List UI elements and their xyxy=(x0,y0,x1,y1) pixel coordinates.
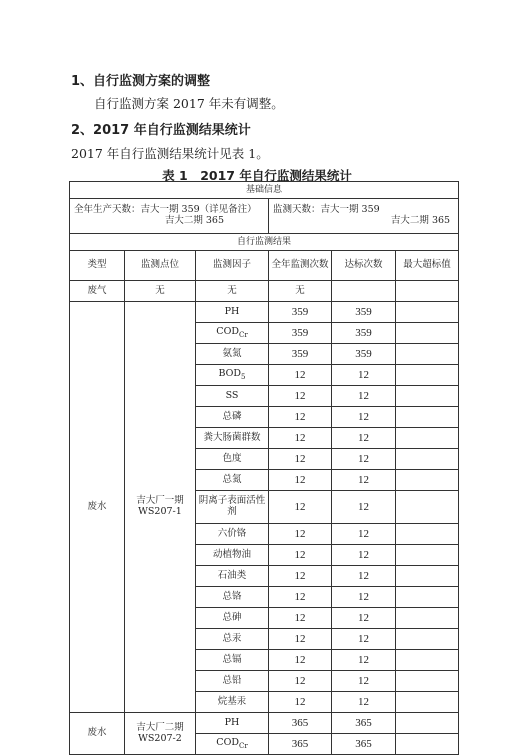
monitoring-days-cell xyxy=(269,199,459,234)
max-cell xyxy=(396,692,459,713)
production-days-line1: 全年生产天数：吉大一期 359（详见备注） xyxy=(74,204,257,216)
count-cell: 12 xyxy=(269,650,332,671)
count-cell: 12 xyxy=(269,608,332,629)
max-cell xyxy=(396,566,459,587)
count-cell: 12 xyxy=(269,671,332,692)
max-cell xyxy=(396,671,459,692)
max-cell xyxy=(396,407,459,428)
factor-cell: 总氮 xyxy=(196,470,269,491)
factor-cell: $COD_{Cr}$ xyxy=(196,323,269,344)
pass-cell: 12 xyxy=(332,491,396,524)
factor-cell: 烷基汞 xyxy=(196,692,269,713)
count-cell: 365 xyxy=(269,713,332,734)
factor-cell: 总镉 xyxy=(196,650,269,671)
water2-point: 吉大厂二期 WS207-2 xyxy=(125,713,196,755)
section-paragraph-2: 2017 年自行监测结果统计见表 1。 xyxy=(71,146,269,161)
pass-cell: 12 xyxy=(332,365,396,386)
max-cell xyxy=(396,302,459,323)
pass-cell: 12 xyxy=(332,566,396,587)
table-caption: 表 1 2017 年自行监测结果统计 xyxy=(162,168,352,183)
factor-cell: 粪大肠菌群数 xyxy=(196,428,269,449)
factor-cell: 色度 xyxy=(196,449,269,470)
pass-cell: 12 xyxy=(332,650,396,671)
count-cell: 12 xyxy=(269,365,332,386)
gas-point: 无 xyxy=(125,281,196,302)
gas-type: 废气 xyxy=(70,281,125,302)
factor-cell: 总砷 xyxy=(196,608,269,629)
section-heading-1: 1、自行监测方案的调整 xyxy=(71,74,211,89)
count-cell: 12 xyxy=(269,545,332,566)
max-cell xyxy=(396,428,459,449)
pass-cell: 365 xyxy=(332,713,396,734)
count-cell: 12 xyxy=(269,524,332,545)
water1-type: 废水 xyxy=(70,302,125,713)
pass-cell: 12 xyxy=(332,545,396,566)
pass-cell: 365 xyxy=(332,734,396,755)
count-cell: 12 xyxy=(269,470,332,491)
max-cell xyxy=(396,524,459,545)
pass-cell: 12 xyxy=(332,386,396,407)
factor-cell: PH xyxy=(196,302,269,323)
count-cell: 359 xyxy=(269,323,332,344)
pass-cell: 359 xyxy=(332,302,396,323)
monitoring-results-table xyxy=(69,181,459,755)
header-count: 全年监测次数 xyxy=(269,251,332,281)
pass-cell: 12 xyxy=(332,470,396,491)
factor-cell: 六价铬 xyxy=(196,524,269,545)
pass-cell: 12 xyxy=(332,608,396,629)
water2-type: 废水 xyxy=(70,713,125,755)
pass-cell: 12 xyxy=(332,671,396,692)
pass-cell: 359 xyxy=(332,344,396,365)
count-cell: 12 xyxy=(269,491,332,524)
max-cell xyxy=(396,650,459,671)
count-cell: 12 xyxy=(269,386,332,407)
monitoring-days-line2: 吉大二期 365 xyxy=(390,215,451,226)
table-row xyxy=(70,281,459,302)
max-cell xyxy=(396,734,459,755)
count-cell: 12 xyxy=(269,692,332,713)
max-cell xyxy=(396,386,459,407)
pass-cell: 12 xyxy=(332,629,396,650)
factor-cell: $BOD_5$ xyxy=(196,365,269,386)
count-cell: 12 xyxy=(269,449,332,470)
count-cell: 12 xyxy=(269,428,332,449)
basic-info-title: 基础信息 xyxy=(70,182,459,199)
count-cell: 12 xyxy=(269,566,332,587)
pass-cell: 12 xyxy=(332,524,396,545)
count-cell: 359 xyxy=(269,302,332,323)
gas-count: 无 xyxy=(269,281,332,302)
header-point: 监测点位 xyxy=(125,251,196,281)
section-heading-2: 2、2017 年自行监测结果统计 xyxy=(71,123,251,138)
factor-cell: 石油类 xyxy=(196,566,269,587)
pass-cell: 12 xyxy=(332,587,396,608)
factor-cell: SS xyxy=(196,386,269,407)
factor-cell: $COD_{Cr}$ xyxy=(196,734,269,755)
header-factor: 监测因子 xyxy=(196,251,269,281)
max-cell xyxy=(396,365,459,386)
pass-cell: 12 xyxy=(332,428,396,449)
pass-cell: 12 xyxy=(332,692,396,713)
pass-cell: 12 xyxy=(332,407,396,428)
factor-cell: PH xyxy=(196,713,269,734)
max-cell xyxy=(396,545,459,566)
monitoring-days-line1: 监测天数：吉大一期 359 xyxy=(273,204,380,216)
factor-cell: 总汞 xyxy=(196,629,269,650)
count-cell: 12 xyxy=(269,629,332,650)
max-cell xyxy=(396,491,459,524)
count-cell: 365 xyxy=(269,734,332,755)
max-cell xyxy=(396,449,459,470)
factor-cell: 动植物油 xyxy=(196,545,269,566)
factor-cell: 总磷 xyxy=(196,407,269,428)
table-row xyxy=(70,713,459,734)
count-cell: 359 xyxy=(269,344,332,365)
max-cell xyxy=(396,713,459,734)
count-cell: 12 xyxy=(269,407,332,428)
production-days-line2: 吉大二期 365 xyxy=(164,215,224,226)
max-cell xyxy=(396,629,459,650)
pass-cell: 12 xyxy=(332,449,396,470)
header-pass: 达标次数 xyxy=(332,251,396,281)
count-cell: 12 xyxy=(269,587,332,608)
gas-factor: 无 xyxy=(196,281,269,302)
factor-cell: 总铅 xyxy=(196,671,269,692)
header-max: 最大超标值 xyxy=(396,251,459,281)
header-type: 类型 xyxy=(70,251,125,281)
max-cell xyxy=(396,344,459,365)
max-cell xyxy=(396,587,459,608)
production-days-cell xyxy=(70,199,269,234)
gas-pass xyxy=(332,281,396,302)
pass-cell: 359 xyxy=(332,323,396,344)
max-cell xyxy=(396,608,459,629)
table-row xyxy=(70,302,459,323)
factor-cell: 阴离子表面活性剂 xyxy=(196,491,269,524)
factor-cell: 总铬 xyxy=(196,587,269,608)
max-cell xyxy=(396,470,459,491)
max-cell xyxy=(396,323,459,344)
factor-cell: 氨氮 xyxy=(196,344,269,365)
gas-max xyxy=(396,281,459,302)
results-title: 自行监测结果 xyxy=(70,234,459,251)
section-paragraph-1: 自行监测方案 2017 年未有调整。 xyxy=(94,96,284,111)
water1-point: 吉大厂一期 WS207-1 xyxy=(125,302,196,713)
